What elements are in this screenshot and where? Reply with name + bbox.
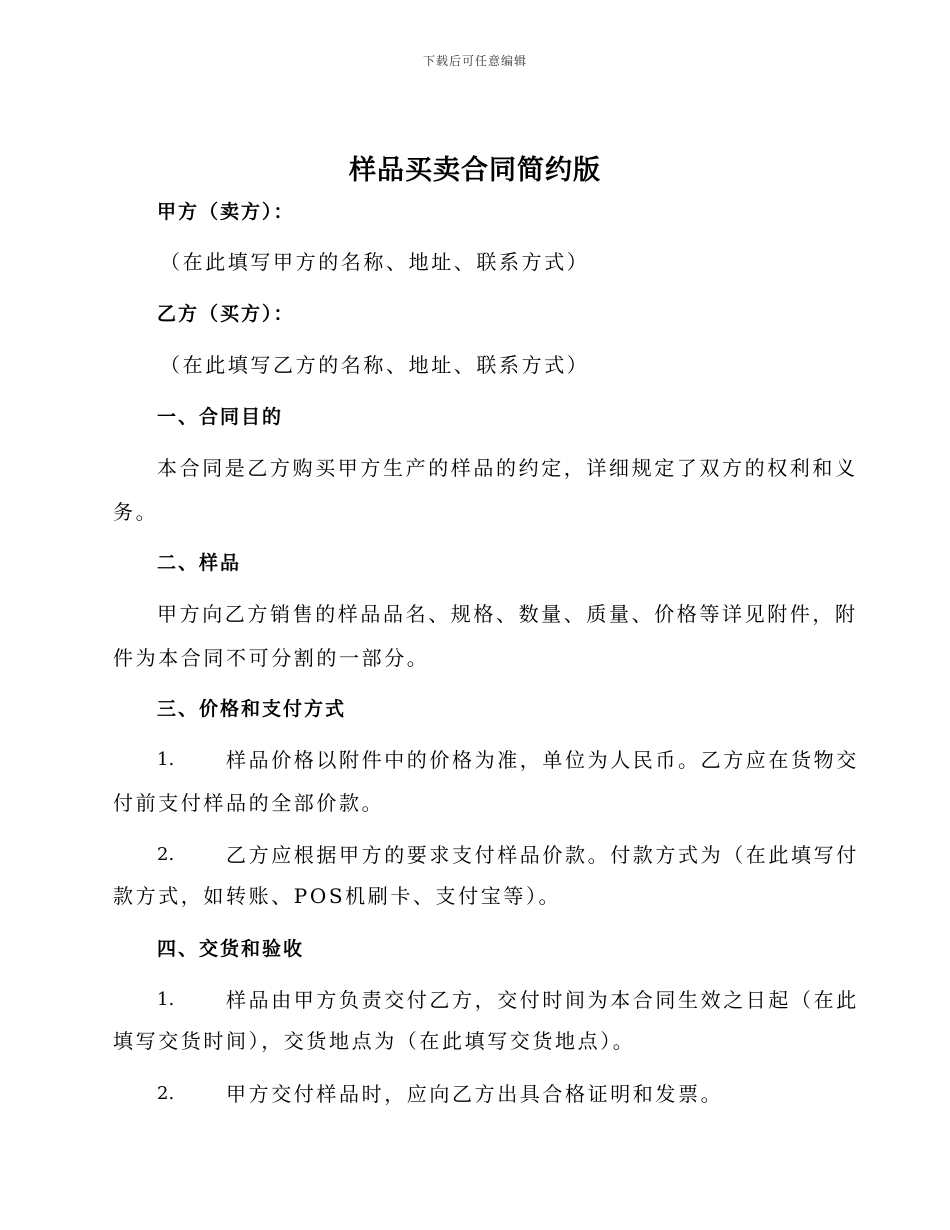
section-3-item-1-number: 1. bbox=[157, 749, 175, 770]
section-3-item-1-line-2: 付前支付样品的全部价款。 bbox=[113, 791, 385, 815]
section-3-heading: 三、价格和支付方式 bbox=[157, 698, 347, 720]
section-4-heading: 四、交货和验收 bbox=[157, 938, 305, 960]
section-4-item-1-number: 1. bbox=[157, 989, 175, 1010]
section-3-item-2-line-1: 乙方应根据甲方的要求支付样品价款。付款方式为（在此填写付 bbox=[226, 843, 859, 867]
section-3-item-1-line-1: 样品价格以附件中的价格为准，单位为人民币。乙方应在货物交 bbox=[226, 748, 859, 772]
party-b-placeholder: （在此填写乙方的名称、地址、联系方式） bbox=[160, 353, 590, 377]
section-4-item-2-number: 2. bbox=[157, 1083, 175, 1104]
section-4-item-1-line-2: 填写交货时间），交货地点为（在此填写交货地点）。 bbox=[113, 1029, 636, 1053]
party-a-placeholder: （在此填写甲方的名称、地址、联系方式） bbox=[160, 250, 590, 274]
section-3-item-2-line-2: 款方式，如转账、POS机刷卡、支付宝等）。 bbox=[113, 884, 562, 908]
section-3-item-2-number: 2. bbox=[157, 844, 175, 865]
document-title: 样品买卖合同简约版 bbox=[349, 155, 601, 186]
section-4-item-1-line-1: 样品由甲方负责交付乙方，交付时间为本合同生效之日起（在此 bbox=[226, 988, 859, 1012]
party-b-label: 乙方（买方）： bbox=[157, 303, 295, 325]
party-a-label: 甲方（卖方）： bbox=[157, 201, 295, 223]
section-1-paragraph-line-1: 本合同是乙方购买甲方生产的样品的约定，详细规定了双方的权利和义 bbox=[157, 456, 858, 480]
section-1-heading: 一、合同目的 bbox=[157, 406, 284, 428]
section-2-paragraph-line-1: 甲方向乙方销售的样品品名、规格、数量、质量、价格等详见附件，附 bbox=[157, 602, 858, 626]
section-2-paragraph-line-2: 件为本合同不可分割的一部分。 bbox=[113, 646, 430, 670]
header-note: 下载后可任意编辑 bbox=[422, 54, 527, 68]
section-4-item-2-line-1: 甲方交付样品时，应向乙方出具合格证明和发票。 bbox=[226, 1082, 724, 1106]
section-1-paragraph-line-2: 务。 bbox=[113, 500, 159, 524]
section-2-heading: 二、样品 bbox=[157, 552, 242, 574]
